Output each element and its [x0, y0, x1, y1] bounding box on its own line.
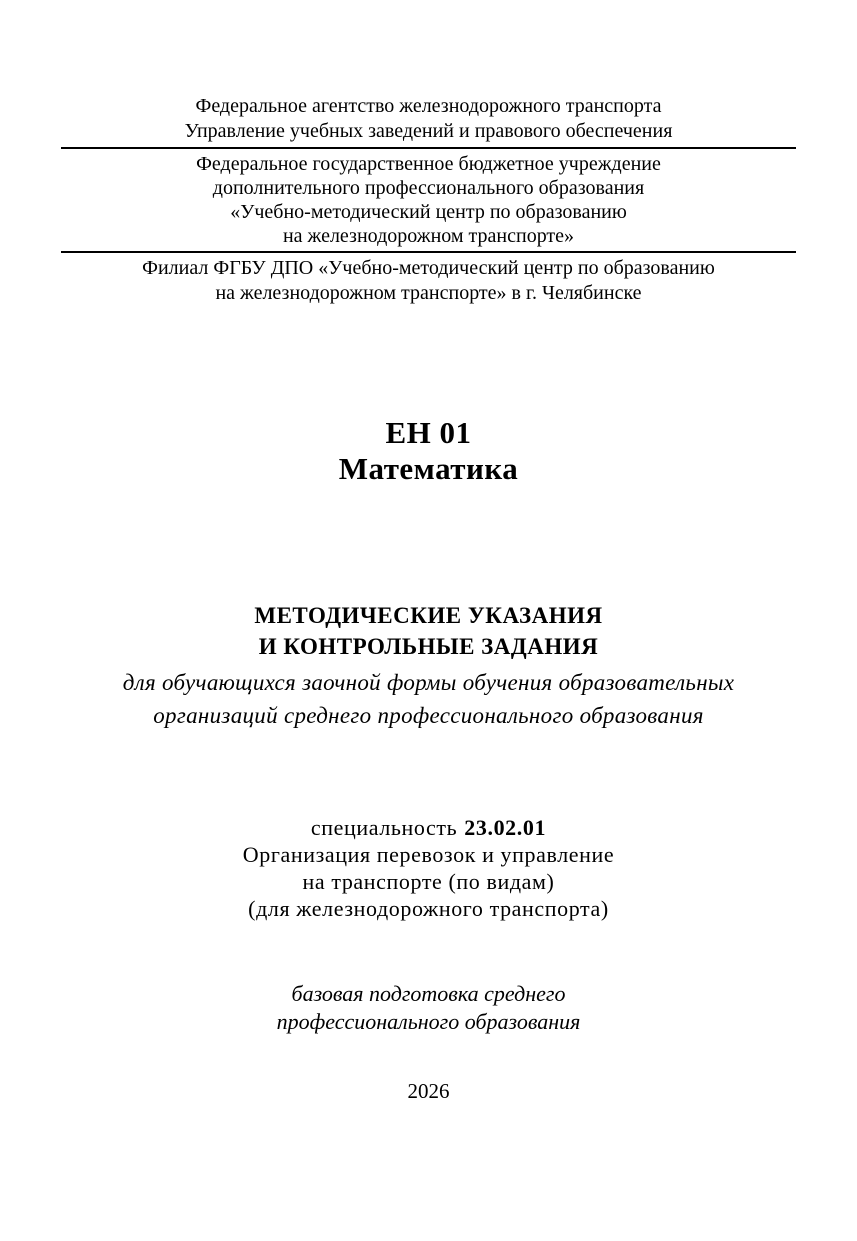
publication-year: 2026 [407, 1079, 450, 1103]
institution-line: дополнительного профессионального образования [212, 177, 645, 199]
page-header [0, 94, 857, 306]
agency-line: Управление учебных заведений и правового обеспечения [184, 120, 673, 142]
institution-lines [0, 152, 857, 248]
course-name: Математика [338, 451, 519, 486]
training-form [0, 980, 857, 1036]
institution-line: Федеральное государственное бюджетное учреждение [196, 153, 661, 175]
document-title [0, 600, 857, 662]
specialty-code: 23.02.01 [464, 815, 547, 840]
institution-line: «Учебно-методический центр по образованию [230, 201, 627, 223]
course-code: ЕН 01 [385, 415, 472, 450]
audience-line: организаций среднего профессионального образования [153, 703, 704, 728]
document-title-line: МЕТОДИЧЕСКИЕ УКАЗАНИЯ [254, 603, 603, 628]
specialty-label-line [0, 814, 857, 841]
specialty-name-line: (для железнодорожного транспорта) [248, 896, 609, 921]
institution-line: на железнодорожном транспорте» [282, 225, 575, 247]
training-line: профессионального образования [276, 1009, 581, 1034]
horizontal-rule [61, 251, 796, 253]
specialty-label: специальность [310, 815, 458, 840]
audience-subtitle [0, 666, 857, 732]
branch-line: Филиал ФГБУ ДПО «Учебно-методический центр по образованию [142, 257, 715, 279]
training-line: базовая подготовка среднего [291, 981, 566, 1006]
branch-line: на железнодорожном транспорте» в г. Челябинске [215, 282, 642, 304]
course-title [0, 415, 857, 487]
agency-line: Федеральное агентство железнодорожного транспорта [195, 95, 662, 117]
specialty-name-line: Организация перевозок и управление [242, 842, 615, 867]
specialty-section [0, 814, 857, 922]
horizontal-rule [61, 147, 796, 149]
specialty-name-line: на транспорте (по видам) [302, 869, 555, 894]
audience-line: для обучающихся заочной формы обучения образовательных [122, 670, 735, 695]
document-title-line: И КОНТРОЛЬНЫЕ ЗАДАНИЯ [258, 634, 599, 659]
